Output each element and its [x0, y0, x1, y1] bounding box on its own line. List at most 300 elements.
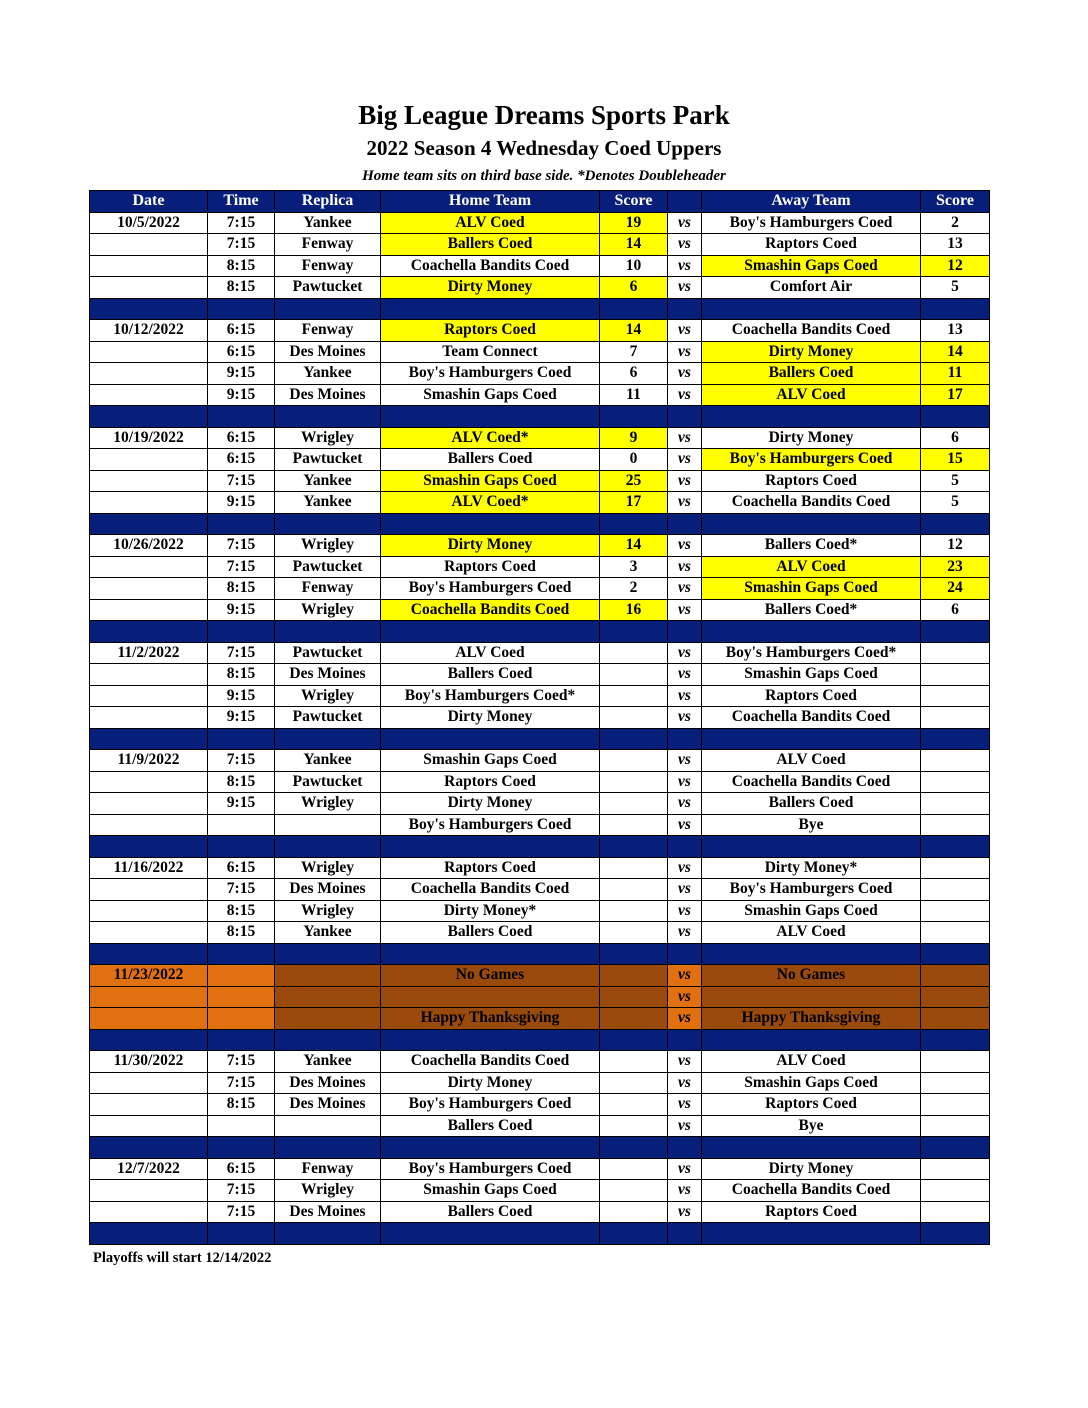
home-team-cell: Ballers Coed: [381, 1201, 600, 1223]
away-team-cell: [702, 986, 921, 1008]
time-cell: 7:15: [208, 556, 275, 578]
time-cell: 9:15: [208, 707, 275, 729]
game-row: [90, 277, 990, 299]
home-score-cell: [600, 1201, 668, 1223]
away-team-cell: Ballers Coed: [702, 793, 921, 815]
date-cell: [90, 707, 208, 729]
vs-cell: vs: [668, 449, 702, 471]
separator-cell: [921, 1029, 990, 1051]
away-team-cell: Ballers Coed*: [702, 599, 921, 621]
separator-cell: [702, 943, 921, 965]
time-cell: 9:15: [208, 793, 275, 815]
date-cell: [90, 793, 208, 815]
vs-cell: vs: [668, 1180, 702, 1202]
separator-cell: [702, 728, 921, 750]
vs-cell: vs: [668, 1158, 702, 1180]
separator-cell: [208, 621, 275, 643]
game-row: [90, 1158, 990, 1180]
separator-cell: [600, 1029, 668, 1051]
away-team-cell: Boy's Hamburgers Coed: [702, 212, 921, 234]
vs-cell: vs: [668, 277, 702, 299]
away-score-cell: [921, 986, 990, 1008]
separator-cell: [208, 513, 275, 535]
away-team-cell: Happy Thanksgiving: [702, 1008, 921, 1030]
away-score-cell: [921, 750, 990, 772]
replica-field-cell: Pawtucket: [275, 707, 381, 729]
away-team-cell: Coachella Bandits Coed: [702, 1180, 921, 1202]
vs-cell: vs: [668, 1094, 702, 1116]
home-team-cell: ALV Coed: [381, 212, 600, 234]
separator-cell: [90, 513, 208, 535]
replica-field-cell: Wrigley: [275, 685, 381, 707]
home-score-cell: 3: [600, 556, 668, 578]
away-score-cell: 12: [921, 535, 990, 557]
time-cell: 8:15: [208, 578, 275, 600]
game-row: [90, 664, 990, 686]
away-score-cell: [921, 1094, 990, 1116]
date-cell: 10/12/2022: [90, 320, 208, 342]
vs-cell: vs: [668, 664, 702, 686]
vs-cell: vs: [668, 965, 702, 987]
replica-field-cell: Wrigley: [275, 857, 381, 879]
vs-cell: vs: [668, 879, 702, 901]
date-cell: [90, 1094, 208, 1116]
separator-cell: [275, 298, 381, 320]
away-team-cell: Bye: [702, 1115, 921, 1137]
game-row: [90, 556, 990, 578]
vs-cell: vs: [668, 922, 702, 944]
vs-cell: vs: [668, 255, 702, 277]
replica-field-cell: Pawtucket: [275, 771, 381, 793]
schedule-table: [89, 190, 990, 1245]
away-team-cell: Coachella Bandits Coed: [702, 771, 921, 793]
vs-cell: vs: [668, 986, 702, 1008]
home-team-cell: ALV Coed*: [381, 492, 600, 514]
replica-field-cell: Des Moines: [275, 879, 381, 901]
home-team-cell: Ballers Coed: [381, 1115, 600, 1137]
separator-cell: [668, 513, 702, 535]
time-cell: 6:15: [208, 1158, 275, 1180]
vs-cell: vs: [668, 1008, 702, 1030]
separator-cell: [275, 406, 381, 428]
away-team-cell: Smashin Gaps Coed: [702, 578, 921, 600]
game-row: [90, 341, 990, 363]
home-team-cell: Team Connect: [381, 341, 600, 363]
separator-cell: [702, 1223, 921, 1245]
time-cell: [208, 965, 275, 987]
replica-field-cell: Wrigley: [275, 599, 381, 621]
time-cell: 7:15: [208, 1180, 275, 1202]
away-score-cell: [921, 1051, 990, 1073]
separator-cell: [208, 1029, 275, 1051]
date-cell: 12/7/2022: [90, 1158, 208, 1180]
away-team-cell: Coachella Bandits Coed: [702, 492, 921, 514]
replica-field-cell: Yankee: [275, 750, 381, 772]
separator-cell: [208, 943, 275, 965]
game-row: [90, 384, 990, 406]
replica-field-cell: Yankee: [275, 363, 381, 385]
home-score-cell: 19: [600, 212, 668, 234]
away-team-cell: Coachella Bandits Coed: [702, 707, 921, 729]
home-score-cell: 14: [600, 234, 668, 256]
away-score-cell: [921, 1201, 990, 1223]
away-team-cell: Ballers Coed: [702, 363, 921, 385]
separator-cell: [90, 1029, 208, 1051]
vs-cell: vs: [668, 1051, 702, 1073]
home-team-cell: Coachella Bandits Coed: [381, 879, 600, 901]
separator-cell: [275, 621, 381, 643]
vs-cell: vs: [668, 492, 702, 514]
home-score-cell: 14: [600, 320, 668, 342]
home-score-cell: [600, 1115, 668, 1137]
home-team-cell: Dirty Money*: [381, 900, 600, 922]
home-score-cell: [600, 750, 668, 772]
away-team-cell: No Games: [702, 965, 921, 987]
time-cell: 7:15: [208, 212, 275, 234]
separator-cell: [668, 1223, 702, 1245]
home-team-cell: Boy's Hamburgers Coed: [381, 578, 600, 600]
game-row: [90, 750, 990, 772]
away-score-cell: 6: [921, 599, 990, 621]
date-cell: 10/19/2022: [90, 427, 208, 449]
home-team-cell: Raptors Coed: [381, 771, 600, 793]
vs-cell: vs: [668, 212, 702, 234]
separator-cell: [600, 406, 668, 428]
home-score-cell: 2: [600, 578, 668, 600]
time-cell: 6:15: [208, 427, 275, 449]
replica-field-cell: Des Moines: [275, 1094, 381, 1116]
away-score-cell: [921, 857, 990, 879]
playoffs-note: Playoffs will start 12/14/2022: [93, 1250, 272, 1266]
week-separator-row: [90, 943, 990, 965]
replica-field-cell: Fenway: [275, 1158, 381, 1180]
vs-cell: vs: [668, 556, 702, 578]
home-score-cell: [600, 685, 668, 707]
game-row: [90, 642, 990, 664]
holiday-row: [90, 1008, 990, 1030]
away-score-cell: 23: [921, 556, 990, 578]
away-score-cell: 17: [921, 384, 990, 406]
col-vs-header: [668, 191, 702, 213]
separator-cell: [208, 728, 275, 750]
home-team-cell: Ballers Coed: [381, 449, 600, 471]
date-cell: [90, 1201, 208, 1223]
time-cell: 6:15: [208, 320, 275, 342]
date-cell: [90, 814, 208, 836]
game-row: [90, 234, 990, 256]
separator-cell: [600, 1137, 668, 1159]
home-team-cell: Coachella Bandits Coed: [381, 255, 600, 277]
date-cell: 11/30/2022: [90, 1051, 208, 1073]
replica-field-cell: Des Moines: [275, 664, 381, 686]
home-score-cell: 9: [600, 427, 668, 449]
separator-cell: [921, 513, 990, 535]
home-score-cell: [600, 922, 668, 944]
home-score-cell: [600, 1180, 668, 1202]
separator-cell: [600, 728, 668, 750]
date-cell: [90, 492, 208, 514]
separator-cell: [921, 621, 990, 643]
game-row: [90, 363, 990, 385]
away-team-cell: ALV Coed: [702, 922, 921, 944]
away-score-cell: [921, 900, 990, 922]
holiday-row: [90, 965, 990, 987]
separator-cell: [208, 836, 275, 858]
game-row: [90, 1201, 990, 1223]
away-team-cell: Smashin Gaps Coed: [702, 1072, 921, 1094]
separator-cell: [600, 836, 668, 858]
away-score-cell: 6: [921, 427, 990, 449]
date-cell: [90, 685, 208, 707]
away-score-cell: 5: [921, 277, 990, 299]
home-team-cell: [381, 986, 600, 1008]
col-away-team-header: Away Team: [702, 191, 921, 213]
time-cell: 8:15: [208, 922, 275, 944]
home-team-cell: Dirty Money: [381, 793, 600, 815]
separator-cell: [275, 1029, 381, 1051]
replica-field-cell: [275, 1008, 381, 1030]
game-row: [90, 793, 990, 815]
separator-cell: [702, 513, 921, 535]
date-cell: 11/23/2022: [90, 965, 208, 987]
separator-cell: [275, 1223, 381, 1245]
vs-cell: vs: [668, 599, 702, 621]
away-score-cell: [921, 879, 990, 901]
away-score-cell: [921, 664, 990, 686]
date-cell: [90, 986, 208, 1008]
date-cell: [90, 1008, 208, 1030]
header-row: [90, 191, 990, 213]
schedule-note: Home team sits on third base side. *Denotes Doubleheader: [362, 168, 726, 184]
game-row: [90, 900, 990, 922]
separator-cell: [381, 1137, 600, 1159]
away-team-cell: Dirty Money: [702, 427, 921, 449]
date-cell: [90, 879, 208, 901]
home-score-cell: [600, 1008, 668, 1030]
home-score-cell: [600, 1094, 668, 1116]
separator-cell: [275, 728, 381, 750]
time-cell: 7:15: [208, 642, 275, 664]
home-team-cell: Smashin Gaps Coed: [381, 750, 600, 772]
game-row: [90, 470, 990, 492]
away-score-cell: 14: [921, 341, 990, 363]
home-score-cell: 16: [600, 599, 668, 621]
replica-field-cell: Fenway: [275, 320, 381, 342]
away-team-cell: ALV Coed: [702, 1051, 921, 1073]
date-cell: 11/9/2022: [90, 750, 208, 772]
vs-cell: vs: [668, 857, 702, 879]
home-score-cell: [600, 900, 668, 922]
date-cell: [90, 664, 208, 686]
game-row: [90, 1115, 990, 1137]
separator-cell: [381, 1223, 600, 1245]
separator-cell: [921, 298, 990, 320]
replica-field-cell: Wrigley: [275, 793, 381, 815]
time-cell: 7:15: [208, 1201, 275, 1223]
home-score-cell: 10: [600, 255, 668, 277]
game-row: [90, 599, 990, 621]
replica-field-cell: Pawtucket: [275, 556, 381, 578]
separator-cell: [90, 836, 208, 858]
home-score-cell: [600, 1072, 668, 1094]
vs-cell: vs: [668, 900, 702, 922]
away-score-cell: [921, 771, 990, 793]
replica-field-cell: Wrigley: [275, 535, 381, 557]
replica-field-cell: Wrigley: [275, 427, 381, 449]
home-score-cell: [600, 793, 668, 815]
week-separator-row: [90, 513, 990, 535]
separator-cell: [702, 1029, 921, 1051]
separator-cell: [381, 836, 600, 858]
vs-cell: vs: [668, 234, 702, 256]
home-team-cell: Coachella Bandits Coed: [381, 599, 600, 621]
separator-cell: [90, 1137, 208, 1159]
separator-cell: [90, 298, 208, 320]
game-row: [90, 255, 990, 277]
date-cell: 10/26/2022: [90, 535, 208, 557]
separator-cell: [702, 621, 921, 643]
week-separator-row: [90, 1137, 990, 1159]
separator-cell: [668, 1137, 702, 1159]
separator-cell: [208, 1223, 275, 1245]
home-team-cell: Raptors Coed: [381, 320, 600, 342]
date-cell: [90, 578, 208, 600]
vs-cell: vs: [668, 685, 702, 707]
separator-cell: [90, 1223, 208, 1245]
home-score-cell: [600, 771, 668, 793]
col-replica-header: Replica: [275, 191, 381, 213]
separator-cell: [90, 943, 208, 965]
replica-field-cell: Des Moines: [275, 1201, 381, 1223]
time-cell: 9:15: [208, 599, 275, 621]
vs-cell: vs: [668, 707, 702, 729]
away-team-cell: Raptors Coed: [702, 1094, 921, 1116]
separator-cell: [921, 1223, 990, 1245]
away-score-cell: [921, 965, 990, 987]
separator-cell: [381, 1029, 600, 1051]
away-score-cell: [921, 1008, 990, 1030]
separator-cell: [208, 1137, 275, 1159]
time-cell: [208, 986, 275, 1008]
col-home-score-header: Score: [600, 191, 668, 213]
separator-cell: [702, 836, 921, 858]
home-score-cell: 7: [600, 341, 668, 363]
time-cell: 8:15: [208, 255, 275, 277]
game-row: [90, 535, 990, 557]
home-team-cell: Boy's Hamburgers Coed: [381, 363, 600, 385]
vs-cell: vs: [668, 578, 702, 600]
home-team-cell: Boy's Hamburgers Coed: [381, 1094, 600, 1116]
separator-cell: [381, 406, 600, 428]
separator-cell: [668, 728, 702, 750]
time-cell: 7:15: [208, 750, 275, 772]
separator-cell: [668, 943, 702, 965]
home-team-cell: Ballers Coed: [381, 922, 600, 944]
separator-cell: [702, 1137, 921, 1159]
time-cell: 7:15: [208, 1051, 275, 1073]
game-row: [90, 814, 990, 836]
vs-cell: vs: [668, 642, 702, 664]
vs-cell: vs: [668, 535, 702, 557]
separator-cell: [668, 298, 702, 320]
away-score-cell: [921, 1072, 990, 1094]
home-score-cell: 17: [600, 492, 668, 514]
date-cell: 10/5/2022: [90, 212, 208, 234]
date-cell: [90, 599, 208, 621]
separator-cell: [921, 943, 990, 965]
schedule-body: [90, 212, 990, 1244]
replica-field-cell: [275, 986, 381, 1008]
date-cell: [90, 384, 208, 406]
replica-field-cell: Fenway: [275, 255, 381, 277]
game-row: [90, 1051, 990, 1073]
away-score-cell: 11: [921, 363, 990, 385]
away-score-cell: [921, 793, 990, 815]
away-team-cell: Dirty Money*: [702, 857, 921, 879]
week-separator-row: [90, 406, 990, 428]
game-row: [90, 922, 990, 944]
time-cell: [208, 1008, 275, 1030]
season-subtitle: 2022 Season 4 Wednesday Coed Uppers: [366, 136, 722, 160]
game-row: [90, 685, 990, 707]
vs-cell: vs: [668, 793, 702, 815]
away-team-cell: Smashin Gaps Coed: [702, 664, 921, 686]
week-separator-row: [90, 836, 990, 858]
game-row: [90, 212, 990, 234]
away-team-cell: Dirty Money: [702, 1158, 921, 1180]
away-team-cell: Boy's Hamburgers Coed: [702, 449, 921, 471]
away-score-cell: [921, 642, 990, 664]
away-score-cell: [921, 685, 990, 707]
time-cell: 6:15: [208, 341, 275, 363]
home-team-cell: Dirty Money: [381, 707, 600, 729]
vs-cell: vs: [668, 470, 702, 492]
home-team-cell: Boy's Hamburgers Coed: [381, 1158, 600, 1180]
separator-cell: [90, 621, 208, 643]
holiday-row: [90, 986, 990, 1008]
home-score-cell: 6: [600, 363, 668, 385]
separator-cell: [381, 298, 600, 320]
col-date-header: Date: [90, 191, 208, 213]
vs-cell: vs: [668, 814, 702, 836]
home-team-cell: Ballers Coed: [381, 234, 600, 256]
home-team-cell: Smashin Gaps Coed: [381, 470, 600, 492]
game-row: [90, 1180, 990, 1202]
separator-cell: [600, 621, 668, 643]
separator-cell: [600, 298, 668, 320]
col-away-score-header: Score: [921, 191, 990, 213]
replica-field-cell: Fenway: [275, 578, 381, 600]
replica-field-cell: Yankee: [275, 922, 381, 944]
game-row: [90, 578, 990, 600]
home-team-cell: ALV Coed*: [381, 427, 600, 449]
week-separator-row: [90, 728, 990, 750]
date-cell: [90, 900, 208, 922]
col-time-header: Time: [208, 191, 275, 213]
away-team-cell: Raptors Coed: [702, 685, 921, 707]
vs-cell: vs: [668, 750, 702, 772]
game-row: [90, 449, 990, 471]
date-cell: [90, 255, 208, 277]
time-cell: 8:15: [208, 277, 275, 299]
home-score-cell: [600, 857, 668, 879]
vs-cell: vs: [668, 427, 702, 449]
game-row: [90, 492, 990, 514]
replica-field-cell: Wrigley: [275, 900, 381, 922]
replica-field-cell: Yankee: [275, 492, 381, 514]
game-row: [90, 1072, 990, 1094]
replica-field-cell: Des Moines: [275, 1072, 381, 1094]
